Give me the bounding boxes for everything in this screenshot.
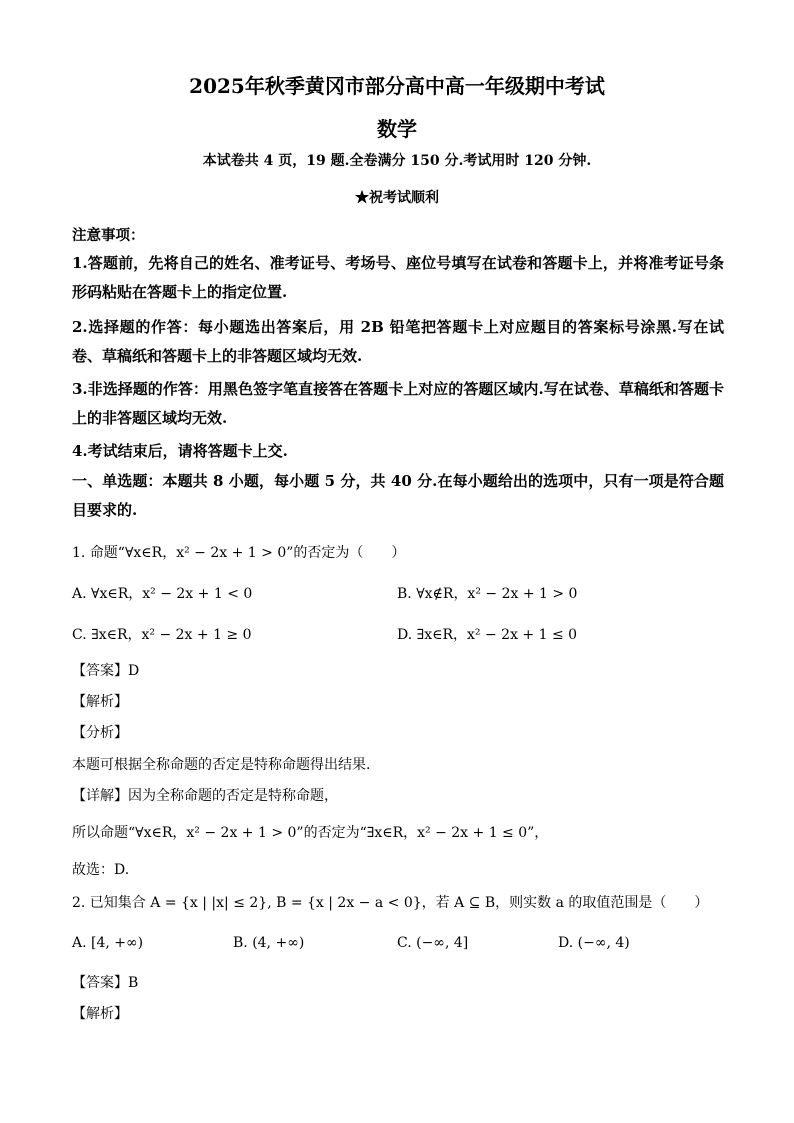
q2-option-b: B. (4, +∞) bbox=[233, 935, 305, 951]
notes-heading: 注意事项： bbox=[72, 227, 145, 244]
q1-fenxi-text: 本题可根据全称命题的否定是特称命题得出结果. bbox=[72, 757, 371, 773]
q1-option-a: A. ∀x∈R，x² − 2x + 1 < 0 bbox=[72, 586, 253, 602]
q1-detail-text: 所以命题“∀x∈R，x² − 2x + 1 > 0”的否定为“∃x∈R，x² − 2x + 1 ≤ 0”， bbox=[72, 825, 549, 841]
exam-subject: 数学 bbox=[377, 117, 417, 141]
q1-conclusion: 故选：D. bbox=[72, 862, 130, 878]
q1-option-c: C. ∃x∈R，x² − 2x + 1 ≥ 0 bbox=[72, 627, 252, 643]
q1-option-d: D. ∃x∈R，x² − 2x + 1 ≤ 0 bbox=[397, 627, 578, 643]
section-heading: 一、单选题：本题共 8 小题，每小题 5 分，共 40 分.在每小题给出的选项中，只有一项是符合题目要求的. bbox=[72, 472, 724, 519]
note-item-4: 4.考试结束后，请将答题卡上交. bbox=[72, 442, 288, 460]
question-2-stem: 2. 已知集合 A = {x | |x| ≤ 2}, B = {x | 2x − a < 0}，若 A ⊆ B，则实数 a 的取值范围是（ ） bbox=[72, 895, 709, 911]
exam-title: 2025年秋季黄冈市部分高中高一年级期中考试 bbox=[189, 74, 605, 98]
exam-wish: ★祝考试顺利 bbox=[355, 190, 439, 206]
q1-fenxi-label: 【分析】 bbox=[72, 725, 128, 741]
q2-option-c: C. (−∞, 4] bbox=[397, 935, 469, 951]
q2-analysis-label: 【解析】 bbox=[72, 1006, 128, 1022]
q2-option-d: D. (−∞, 4) bbox=[558, 935, 630, 951]
q1-analysis-label: 【解析】 bbox=[72, 694, 128, 710]
note-item-1: 1.答题前，先将自己的姓名、准考证号、考场号、座位号填写在试卷和答题卡上，并将准考证号条形码粘贴在答题卡上的指定位置. bbox=[72, 254, 724, 301]
q1-detail-label: 【详解】因为全称命题的否定是特称命题， bbox=[72, 788, 338, 804]
q1-answer: 【答案】D bbox=[72, 663, 140, 679]
note-item-2: 2.选择题的作答：每小题选出答案后，用 2B 铅笔把答题卡上对应题目的答案标号涂黑.写在试卷、草稿纸和答题卡上的非答题区域均无效. bbox=[72, 318, 724, 365]
q2-option-a: A. [4, +∞) bbox=[72, 935, 144, 951]
q1-option-b: B. ∀x∉R，x² − 2x + 1 > 0 bbox=[397, 586, 578, 602]
q2-answer: 【答案】B bbox=[72, 975, 139, 991]
note-item-3: 3.非选择题的作答：用黑色签字笔直接答在答题卡上对应的答题区域内.写在试卷、草稿纸和答题卡上的非答题区域均无效. bbox=[72, 380, 724, 427]
question-1-stem: 1. 命题“∀x∈R，x² − 2x + 1 > 0”的否定为（ ） bbox=[72, 545, 406, 561]
exam-info: 本试卷共 4 页，19 题.全卷满分 150 分.考试用时 120 分钟. bbox=[202, 153, 592, 169]
